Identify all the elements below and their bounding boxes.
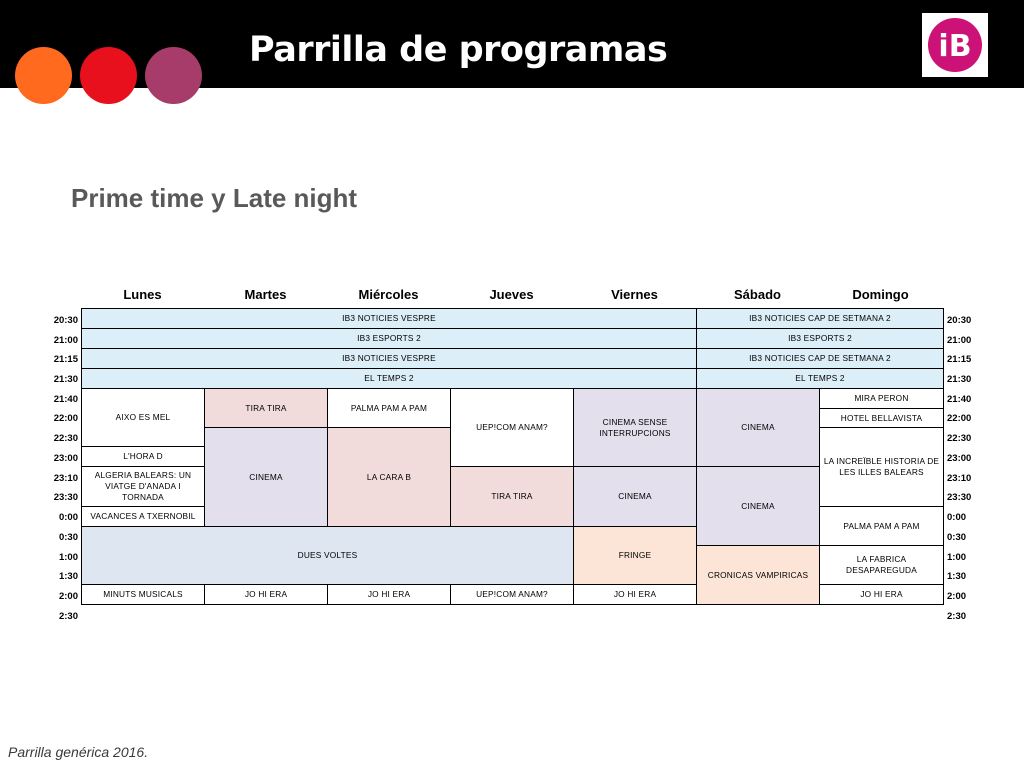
schedule-cell: EL TEMPS 2 bbox=[696, 368, 944, 389]
time-label-right: 23:30 bbox=[947, 492, 972, 503]
schedule-cell: FRINGE bbox=[573, 526, 697, 585]
time-label-right: 1:00 bbox=[947, 552, 967, 563]
red-circle-decoration bbox=[80, 47, 137, 104]
schedule-cell: JO HI ERA bbox=[204, 584, 328, 605]
day-header-sabado: Sábado bbox=[734, 287, 781, 302]
time-label-right: 20:30 bbox=[947, 315, 972, 326]
time-label-right: 2:30 bbox=[947, 611, 967, 622]
time-label-left: 1:00 bbox=[58, 552, 78, 563]
schedule-cell: MINUTS MUSICALS bbox=[81, 584, 205, 605]
time-label-right: 23:00 bbox=[947, 453, 972, 464]
time-label-left: 21:30 bbox=[53, 374, 78, 385]
schedule-cell: UEP!COM ANAM? bbox=[450, 388, 574, 467]
day-header-viernes: Viernes bbox=[611, 287, 658, 302]
schedule-cell: UEP!COM ANAM? bbox=[450, 584, 574, 605]
time-label-right: 23:10 bbox=[947, 473, 972, 484]
time-label-left: 22:00 bbox=[53, 413, 78, 424]
time-label-left: 21:40 bbox=[53, 394, 78, 405]
schedule-cell: MIRA PERON bbox=[819, 388, 944, 409]
svg-text:iB: iB bbox=[938, 29, 972, 64]
day-header-lunes: Lunes bbox=[123, 287, 162, 302]
schedule-cell: IB3 NOTICIES VESPRE bbox=[81, 308, 697, 329]
ib3-logo bbox=[922, 13, 988, 77]
time-label-left: 23:30 bbox=[53, 492, 78, 503]
time-label-left: 2:00 bbox=[58, 591, 78, 602]
time-label-left: 0:30 bbox=[58, 532, 78, 543]
time-label-left: 22:30 bbox=[53, 433, 78, 444]
time-label-right: 21:00 bbox=[947, 335, 972, 346]
schedule-cell: LA CARA B bbox=[327, 427, 451, 527]
schedule-cell: CINEMA SENSE INTERRUPCIONS bbox=[573, 388, 697, 467]
schedule-cell: TIRA TIRA bbox=[450, 466, 574, 527]
schedule-cell: IB3 ESPORTS 2 bbox=[81, 328, 697, 349]
page-title: Parrilla de programas bbox=[249, 30, 668, 70]
schedule-cell: LA INCREÏBLE HISTORIA DE LES ILLES BALEARS bbox=[819, 427, 944, 507]
day-header-jueves: Jueves bbox=[489, 287, 534, 302]
time-label-left: 21:00 bbox=[53, 335, 78, 346]
time-label-right: 21:40 bbox=[947, 394, 972, 405]
schedule-cell: CINEMA bbox=[696, 466, 820, 546]
time-label-left: 21:15 bbox=[53, 354, 78, 365]
schedule-cell: JO HI ERA bbox=[327, 584, 451, 605]
schedule-cell: ALGERIA BALEARS: UN VIATGE D'ANADA I TORNADA bbox=[81, 466, 205, 507]
schedule-cell: IB3 ESPORTS 2 bbox=[696, 328, 944, 349]
schedule-cell: IB3 NOTICIES CAP DE SETMANA 2 bbox=[696, 308, 944, 329]
schedule-cell: DUES VOLTES bbox=[81, 526, 574, 585]
section-subtitle: Prime time y Late night bbox=[71, 183, 358, 213]
time-label-right: 0:00 bbox=[947, 512, 967, 523]
schedule-cell: HOTEL BELLAVISTA bbox=[819, 408, 944, 428]
time-label-right: 22:30 bbox=[947, 433, 972, 444]
time-label-right: 0:30 bbox=[947, 532, 967, 543]
schedule-cell: CINEMA bbox=[573, 466, 697, 527]
schedule-cell: JO HI ERA bbox=[573, 584, 697, 605]
time-label-right: 2:00 bbox=[947, 591, 967, 602]
schedule-cell: VACANCES A TXERNOBIL bbox=[81, 506, 205, 527]
time-label-left: 23:00 bbox=[53, 453, 78, 464]
purple-circle-decoration bbox=[145, 47, 202, 104]
schedule-cell: TIRA TIRA bbox=[204, 388, 328, 428]
time-label-left: 20:30 bbox=[53, 315, 78, 326]
schedule-cell: CINEMA bbox=[696, 388, 820, 467]
schedule-cell: LA FABRICA DESAPAREGUDA bbox=[819, 545, 944, 585]
schedule-cell: AIXO ES MEL bbox=[81, 388, 205, 447]
schedule-cell: CINEMA bbox=[204, 427, 328, 527]
day-header-miercoles: Miércoles bbox=[358, 287, 419, 302]
schedule-cell: EL TEMPS 2 bbox=[81, 368, 697, 389]
time-label-right: 21:30 bbox=[947, 374, 972, 385]
time-label-left: 2:30 bbox=[58, 611, 78, 622]
schedule-cell: JO HI ERA bbox=[819, 584, 944, 605]
schedule-cell: IB3 NOTICIES VESPRE bbox=[81, 348, 697, 369]
time-label-right: 1:30 bbox=[947, 571, 967, 582]
schedule-cell: CRONICAS VAMPIRICAS bbox=[696, 545, 820, 605]
schedule-cell: IB3 NOTICIES CAP DE SETMANA 2 bbox=[696, 348, 944, 369]
schedule-cell: L'HORA D bbox=[81, 446, 205, 467]
footer-note: Parrilla genérica 2016. bbox=[8, 744, 149, 760]
day-header-martes: Martes bbox=[244, 287, 287, 302]
time-label-right: 22:00 bbox=[947, 413, 972, 424]
schedule-cell: PALMA PAM A PAM bbox=[819, 506, 944, 546]
orange-circle-decoration bbox=[15, 47, 72, 104]
time-label-left: 0:00 bbox=[58, 512, 78, 523]
time-label-left: 1:30 bbox=[58, 571, 78, 582]
schedule-cell: PALMA PAM A PAM bbox=[327, 388, 451, 428]
day-header-domingo: Domingo bbox=[852, 287, 909, 302]
time-label-left: 23:10 bbox=[53, 473, 78, 484]
time-label-right: 21:15 bbox=[947, 354, 972, 365]
